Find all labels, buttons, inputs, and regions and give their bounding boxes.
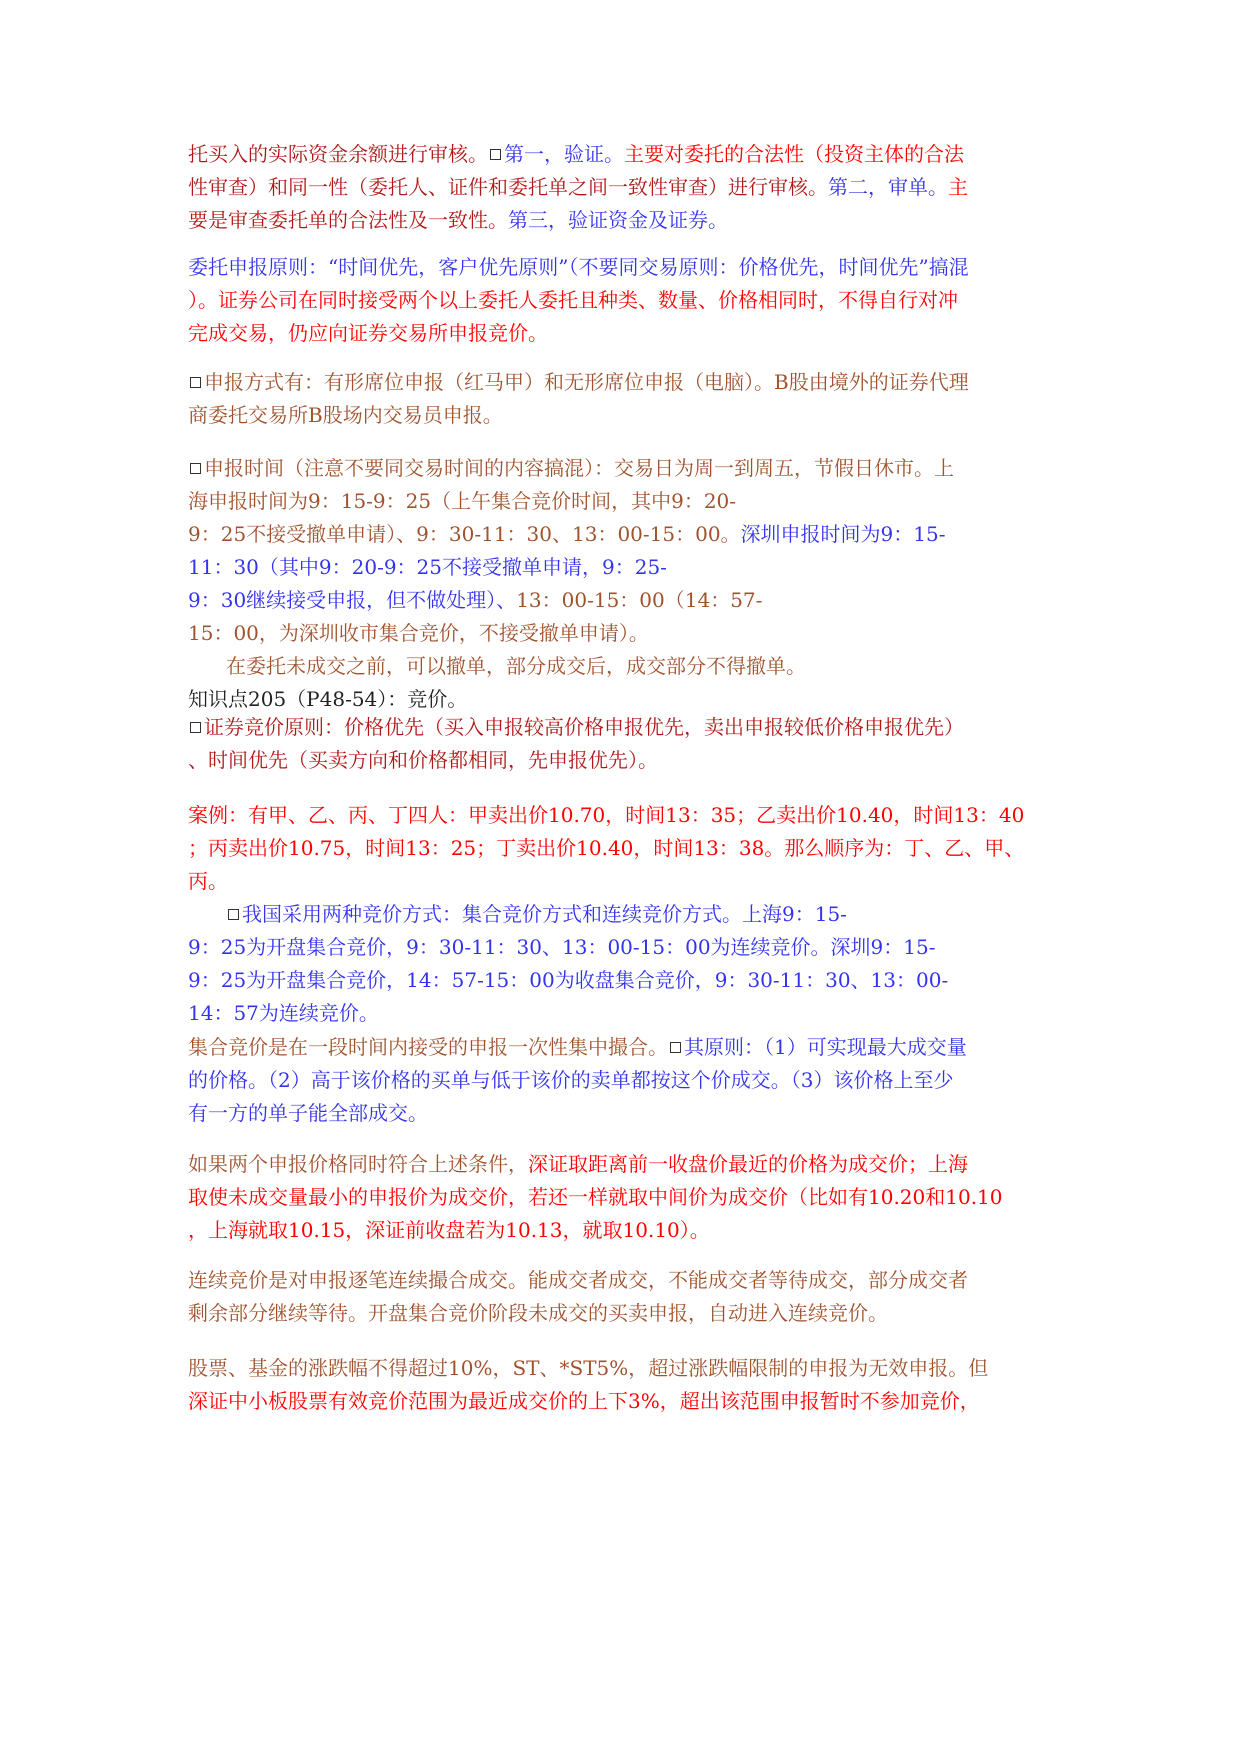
text-segment: 案例：有甲、乙、丙、丁四人：甲卖出价10.70，时间13：35；乙卖出价10.40，时间13：40 bbox=[188, 803, 1025, 827]
paragraph-call-auction bbox=[188, 1031, 1068, 1130]
text-line bbox=[188, 865, 1068, 898]
text-segment: 第一，验证。 bbox=[504, 142, 624, 166]
text-line bbox=[188, 171, 1068, 204]
text-segment: 委托申报原则：“时间优先，客户优先原则”（不要同交易原则：价格优先，时间优先”搞混 bbox=[188, 255, 969, 279]
text-line bbox=[188, 1297, 1068, 1330]
text-line bbox=[188, 744, 1068, 777]
text-segment: ；丙卖出价10.75，时间13：25；丁卖出价10.40，时间13：38。那么顺序为：丁、乙、甲、 bbox=[188, 836, 1025, 860]
text-segment: 丙。 bbox=[188, 869, 228, 893]
text-segment: 知识点205（P48-54）：竞价。 bbox=[188, 687, 468, 711]
text-segment: 9：30继续接受申报，但不做处理）、 bbox=[188, 588, 517, 612]
text-line bbox=[188, 1031, 1068, 1064]
text-segment: 深圳申报时间为9：15- bbox=[740, 522, 946, 546]
text-segment: 取使未成交量最小的申报价为成交价，若还一样就取中间价为成交价（比如有10.20和10.10 bbox=[188, 1185, 1003, 1209]
text-line bbox=[188, 1352, 1068, 1385]
text-line bbox=[188, 452, 1068, 485]
text-segment: 申报方式有：有形席位申报（红马甲）和无形席位申报（电脑）。B股由境外的证券代理 bbox=[204, 370, 969, 394]
checkbox-icon bbox=[190, 722, 201, 733]
paragraph-price-limit bbox=[188, 1352, 1068, 1418]
text-line bbox=[188, 711, 1068, 744]
text-line bbox=[188, 251, 1068, 284]
text-segment: 第二，审单。 bbox=[828, 175, 948, 199]
text-line bbox=[188, 1148, 1068, 1181]
text-line bbox=[188, 1264, 1068, 1297]
text-line bbox=[188, 964, 1068, 997]
text-line bbox=[188, 1214, 1068, 1247]
text-line bbox=[188, 204, 1068, 237]
text-segment: 在委托未成交之前，可以撤单，部分成交后，成交部分不得撤单。 bbox=[226, 654, 806, 678]
text-line bbox=[188, 898, 1068, 931]
text-segment: 托买入的实际资金余额进行审核。 bbox=[188, 142, 488, 166]
text-segment: 集合竞价是在一段时间内接受的申报一次性集中撮合。 bbox=[188, 1035, 668, 1059]
text-line bbox=[188, 138, 1068, 171]
text-line bbox=[188, 997, 1068, 1030]
text-segment: 第三，验证资金及证券。 bbox=[508, 208, 728, 232]
text-segment: 13：00-15：00（14：57- bbox=[516, 588, 763, 612]
text-segment: 深证中小板股票有效竞价范围为最近成交价的上下3%，超出该范围申报暂时不参加竞价， bbox=[188, 1389, 980, 1413]
text-line bbox=[188, 1181, 1068, 1214]
text-segment: 性审查）和同一性（委托人、证件和委托单之间一致性审查）进行审核。 bbox=[188, 175, 828, 199]
text-segment: 15：00，为深圳收市集合竞价，不接受撤单申请）。 bbox=[188, 621, 649, 645]
text-line bbox=[188, 551, 1068, 584]
text-segment: 9：25为开盘集合竞价，9：30-11：30、13：00-15：00为连续竞价。深圳9：15- bbox=[188, 935, 936, 959]
text-segment: 海申报时间为9：15-9：25（上午集合竞价时间，其中9：20- bbox=[188, 489, 737, 513]
text-segment: 的价格。（2）高于该价格的买单与低于该价的卖单都按这个价成交。（3）该价格上至少 bbox=[188, 1068, 954, 1092]
text-segment: 股票、基金的涨跌幅不得超过10%，ST、*ST5%，超过涨跌幅限制的申报为无效申报。但 bbox=[188, 1356, 989, 1380]
text-segment: 其原则：（1）可实现最大成交量 bbox=[684, 1035, 967, 1059]
text-line bbox=[188, 485, 1068, 518]
checkbox-icon bbox=[190, 463, 201, 474]
text-segment: 连续竞价是对申报逐笔连续撮合成交。能成交者成交，不能成交者等待成交，部分成交者 bbox=[188, 1268, 968, 1292]
text-segment: 主 bbox=[948, 175, 968, 199]
paragraph-case-example bbox=[188, 799, 1068, 1030]
text-segment: 我国采用两种竞价方式：集合竞价方式和连续竞价方式。上海9：15- bbox=[242, 902, 847, 926]
text-segment: ）。证券公司在同时接受两个以上委托人委托且种类、数量、价格相同时，不得自行对冲 bbox=[188, 288, 958, 312]
text-line bbox=[188, 617, 1068, 650]
text-line bbox=[188, 399, 1068, 432]
text-line bbox=[188, 518, 1068, 551]
paragraph-declaration-time bbox=[188, 452, 1068, 716]
text-line bbox=[188, 799, 1068, 832]
text-line bbox=[188, 584, 1068, 617]
text-segment: 11：30（其中9：20-9：25不接受撤单申请，9：25- bbox=[188, 555, 667, 579]
text-segment: 9：25不接受撤单申请）、9：30-11：30、13：00-15：00。 bbox=[188, 522, 741, 546]
text-line bbox=[188, 931, 1068, 964]
text-segment: 要是审查委托单的合法性及一致性。 bbox=[188, 208, 508, 232]
text-line bbox=[188, 284, 1068, 317]
checkbox-icon bbox=[490, 149, 501, 160]
checkbox-icon bbox=[670, 1042, 681, 1053]
paragraph-verification bbox=[188, 138, 1068, 237]
text-segment: 剩余部分继续等待。开盘集合竞价阶段未成交的买卖申报，自动进入连续竞价。 bbox=[188, 1301, 888, 1325]
text-segment: 、时间优先（买卖方向和价格都相同，先申报优先）。 bbox=[188, 748, 658, 772]
text-segment: 主要对委托的合法性（投资主体的合法 bbox=[624, 142, 964, 166]
text-line bbox=[188, 1097, 1068, 1130]
text-segment: 申报时间（注意不要同交易时间的内容搞混）：交易日为周一到周五，节假日休市。上 bbox=[204, 456, 954, 480]
text-line bbox=[188, 650, 1068, 683]
text-segment: 14：57为连续竞价。 bbox=[188, 1001, 379, 1025]
paragraph-price-tie-rule bbox=[188, 1148, 1068, 1247]
text-line bbox=[188, 366, 1068, 399]
paragraph-bidding-principle bbox=[188, 711, 1068, 777]
text-line bbox=[188, 1064, 1068, 1097]
text-segment: 9：25为开盘集合竞价，14：57-15：00为收盘集合竞价，9：30-11：30、13：00- bbox=[188, 968, 949, 992]
text-line bbox=[188, 317, 1068, 350]
paragraph-declaration-method bbox=[188, 366, 1068, 432]
text-segment: 商委托交易所B股场内交易员申报。 bbox=[188, 403, 503, 427]
checkbox-icon bbox=[190, 377, 201, 388]
paragraph-continuous-auction bbox=[188, 1264, 1068, 1330]
text-segment: 深证取距离前一收盘价最近的价格为成交价；上海 bbox=[528, 1152, 968, 1176]
paragraph-declaration-principle bbox=[188, 251, 1068, 350]
text-segment: ，上海就取10.15，深证前收盘若为10.13，就取10.10）。 bbox=[188, 1218, 710, 1242]
text-segment: 完成交易，仍应向证券交易所申报竞价。 bbox=[188, 321, 548, 345]
checkbox-icon bbox=[228, 909, 239, 920]
text-segment: 如果两个申报价格同时符合上述条件， bbox=[188, 1152, 528, 1176]
text-line bbox=[188, 832, 1068, 865]
text-line bbox=[188, 1385, 1068, 1418]
text-segment: 证券竞价原则：价格优先（买入申报较高价格申报优先，卖出申报较低价格申报优先） bbox=[204, 715, 964, 739]
text-segment: 有一方的单子能全部成交。 bbox=[188, 1101, 428, 1125]
